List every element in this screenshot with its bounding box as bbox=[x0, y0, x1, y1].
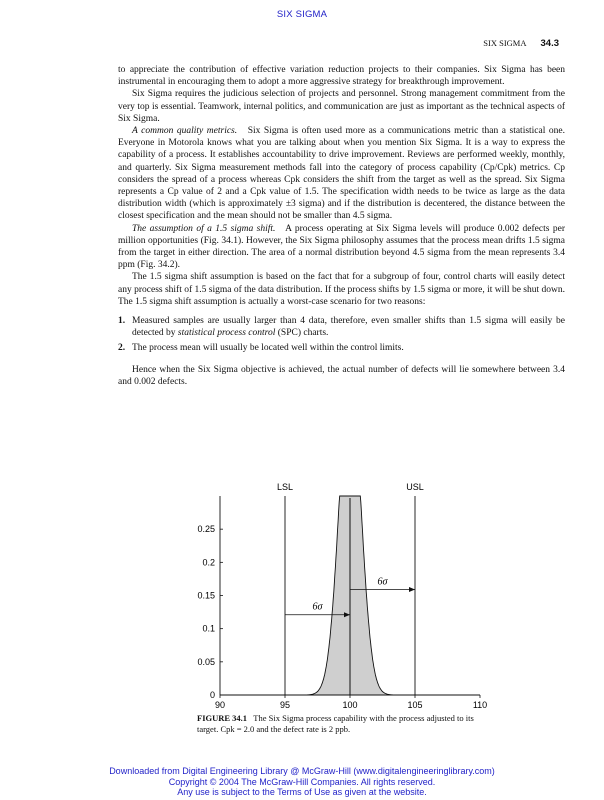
footer-line: Copyright © 2004 The McGraw-Hill Companies. All rights reserved. bbox=[168, 776, 436, 787]
run-in-heading: The assumption of a 1.5 sigma shift. bbox=[132, 223, 276, 234]
y-tick-label: 0.05 bbox=[197, 656, 215, 667]
list-text: Measured samples are usually larger than 4 data, therefore, even smaller shifts than 1.5 sigma will easily be detected by statistical process control (SPC) charts. bbox=[132, 316, 565, 339]
y-tick-label: 0.15 bbox=[197, 590, 215, 601]
footer-line: Downloaded from Digital Engineering Library @ McGraw-Hill (www.digitalengineeringlibrary.com) bbox=[109, 766, 495, 776]
x-tick-label: 105 bbox=[407, 700, 423, 710]
lsl-label: LSL bbox=[276, 482, 294, 492]
paragraph: The 1.5 sigma shift assumption is based on the fact that for a subgroup of four, control charts will easily detect any process shift of 1.5 sigma of the data distribution. If the process shifts by 1.5 sigma or more, it will be shut down. The 1.5 sigma shift assumption is actually a worst-case scenario for two reasons: bbox=[118, 272, 565, 307]
section-number: 34.3 bbox=[540, 38, 559, 49]
arrow-head bbox=[409, 587, 415, 592]
y-tick-label: 0.1 bbox=[202, 623, 215, 634]
paragraph: Hence when the Six Sigma objective is achieved, the actual number of defects will lie somewhere between 3.4 and 0.002 defects. bbox=[118, 364, 565, 387]
x-tick-label: 95 bbox=[279, 700, 291, 710]
body-text bbox=[118, 64, 565, 388]
paragraph-text: A process operating at Six Sigma levels will produce 0.002 defects per million opportunities (Fig. 34.1). However, the Six Sigma philosophy assumes that the process mean drifts 1.5 sigma from the target in either direction. The area of a normal distribution beyond 4.5 sigma from the mean represents 3.4 ppm (Fig. 34.2). bbox=[118, 223, 565, 271]
usl-label: USL bbox=[406, 482, 424, 492]
paragraph bbox=[118, 125, 565, 223]
run-in-heading: A common quality metrics. bbox=[132, 126, 238, 137]
six-sigma-label: 6σ bbox=[312, 601, 323, 613]
y-tick-label: 0 bbox=[209, 690, 215, 700]
x-tick-label: 110 bbox=[472, 700, 488, 710]
running-head-title: SIX SIGMA bbox=[483, 38, 527, 48]
x-tick-label: 100 bbox=[342, 700, 358, 710]
figure-34-1-chart bbox=[190, 474, 490, 710]
caption-text: The Six Sigma process capability with the process adjusted to its target. Cpk = 2.0 and the defect rate is 2 ppb. bbox=[197, 713, 474, 734]
paragraph: Six Sigma requires the judicious selection of projects and personnel. Strong management commitment from the very top is essential. Teamwork, internal politics, and communication are just as important as the technical aspects of Six Sigma. bbox=[118, 89, 565, 124]
paragraph: to appreciate the contribution of effective variation reduction projects to their companies. Six Sigma has been instrumental in encouraging them to adopt a more aggressive strategy for breakthrough improvement. bbox=[118, 65, 565, 88]
list-number: 1. bbox=[118, 316, 126, 327]
six-sigma-label: 6σ bbox=[377, 576, 388, 588]
running-head bbox=[483, 38, 559, 49]
figure-caption bbox=[197, 713, 497, 735]
y-tick-label: 0.25 bbox=[197, 524, 215, 535]
numbered-list bbox=[118, 315, 565, 355]
figure-label: FIGURE 34.1 bbox=[197, 713, 248, 723]
top-banner: SIX SIGMA bbox=[276, 9, 328, 20]
list-item bbox=[118, 315, 565, 339]
y-tick-label: 0.2 bbox=[202, 557, 215, 568]
paragraph-text: Six Sigma is often used more as a communications metric than a statistical one. Everyone in Motorola knows what you are talking about when you mention Six Sigma. It is a way to express the capability of a process. It establishes accountability to drive improvement. Reviews are performed weekly, monthly, and quarterly. Six Sigma measurement methods fall into the category of process capability (Cp/Cpk) metrics. Cp considers the spread of a process whereas Cpk considers the shift from the target as well as the spread. Six Sigma represents a Cp value of 2 and a Cpk value of 1.5. The specification width needs to be twice as large as the data distribution width (which is approximately ±3 sigma) and if the distribution is decentered, the distance between the closest specification and the mean should not be smaller than 4.5 sigma. bbox=[118, 126, 565, 222]
paragraph bbox=[118, 223, 565, 272]
x-tick-label: 90 bbox=[214, 700, 226, 710]
list-item bbox=[118, 342, 565, 354]
list-text: The process mean will usually be located well within the control limits. bbox=[132, 343, 404, 354]
list-number: 2. bbox=[118, 343, 126, 354]
footer bbox=[0, 766, 604, 798]
footer-line: Any use is subject to the Terms of Use as given at the website. bbox=[177, 787, 427, 797]
